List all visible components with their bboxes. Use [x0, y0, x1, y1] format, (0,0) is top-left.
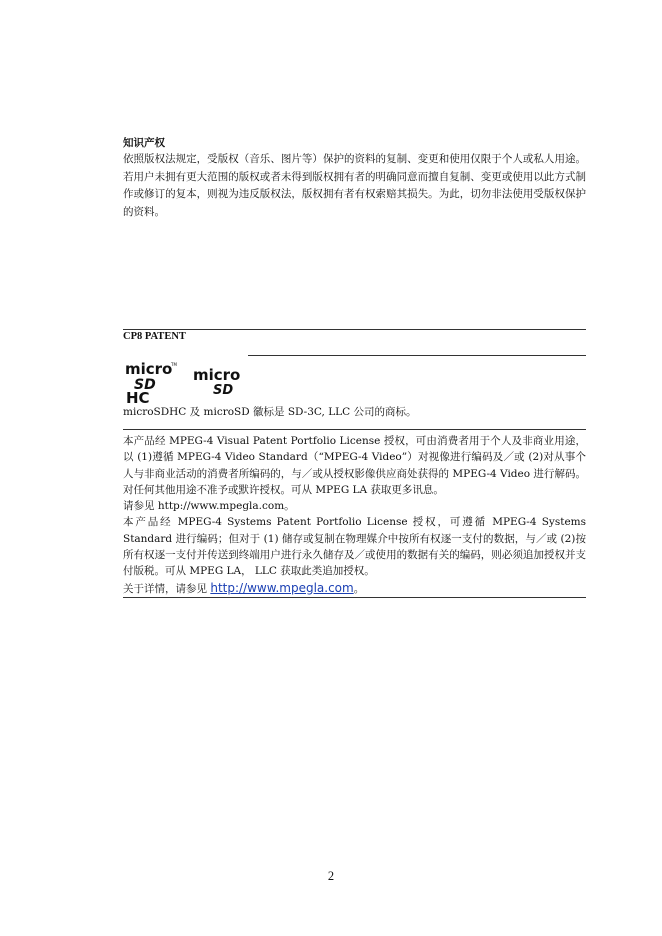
microsdhc-logo: [123, 360, 183, 404]
microsd-logo: [191, 366, 247, 396]
license-bottom-rule: [123, 597, 586, 598]
details-prefix: 关于详情，请参见: [123, 582, 211, 595]
ip-section-title: 知识产权: [123, 137, 165, 149]
svg-text:HC: HC: [126, 389, 150, 404]
page-number: 2: [327, 869, 335, 883]
mpeg-license-section: [123, 433, 586, 597]
sd-logos: [123, 360, 253, 404]
svg-text:micro: micro: [125, 360, 173, 378]
details-line: [123, 580, 586, 597]
trademark-note: microSDHC 及 microSD 徽标是 SD-3C, LLC 公司的商标。: [123, 406, 417, 418]
svg-text:TM: TM: [171, 362, 177, 367]
mpeg4-systems-license-paragraph: 本产品经 MPEG-4 Systems Patent Portfolio License 授权，可遵循 MPEG-4 Systems Standard 进行编码；但对于 (1) 储存或复制在物理媒介中按所有权逐一支付的数据，与／或 (2)按所有权逐一支付并传送到终端用户进行永久储存及／或使用的数据有关的编码，则必须追加授权并支付版税。可从 MPEG LA， LLC 获取此类追加授权。: [123, 516, 586, 578]
ip-section-body: 依照版权法规定，受版权（音乐、图片等）保护的资料的复制、变更和使用仅限于个人或私人用途。若用户未拥有更大范围的版权或者未得到版权拥有者的明确同意而擅自复制、变更或使用以此方式制作或修订的复本，则视为违反版权法，版权拥有者有权索赔其损失。为此，切勿非法使用受版权保护的资料。: [123, 153, 586, 218]
svg-text:SD: SD: [134, 377, 156, 393]
license-top-rule: [123, 429, 586, 430]
cp8-patent-title: CP8 PATENT: [123, 331, 186, 342]
mpeg4-visual-license-paragraph: 本产品经 MPEG-4 Visual Patent Portfolio License 授权，可由消费者用于个人及非商业用途，以 (1)遵循 MPEG-4 Video Standard（“MPEG-4 Video”）对视像进行编码及／或 (2)对从事个人与非商业活动的消费者所编码的，与／或从授权影像供应商处获得的 MPEG-4 Video 进行解码。对任何其他用途不准予或默许授权。可从 MPEG LA 获取更多讯息。: [123, 435, 586, 496]
cp8-logo-rule: [248, 355, 586, 356]
details-suffix: 。: [353, 582, 365, 595]
mpegla-link[interactable]: http://www.mpegla.com: [210, 580, 354, 595]
mpegla-reference: 请参见 http://www.mpegla.com。: [123, 500, 295, 513]
svg-text:SD: SD: [213, 383, 234, 396]
svg-text:micro: micro: [193, 366, 241, 384]
